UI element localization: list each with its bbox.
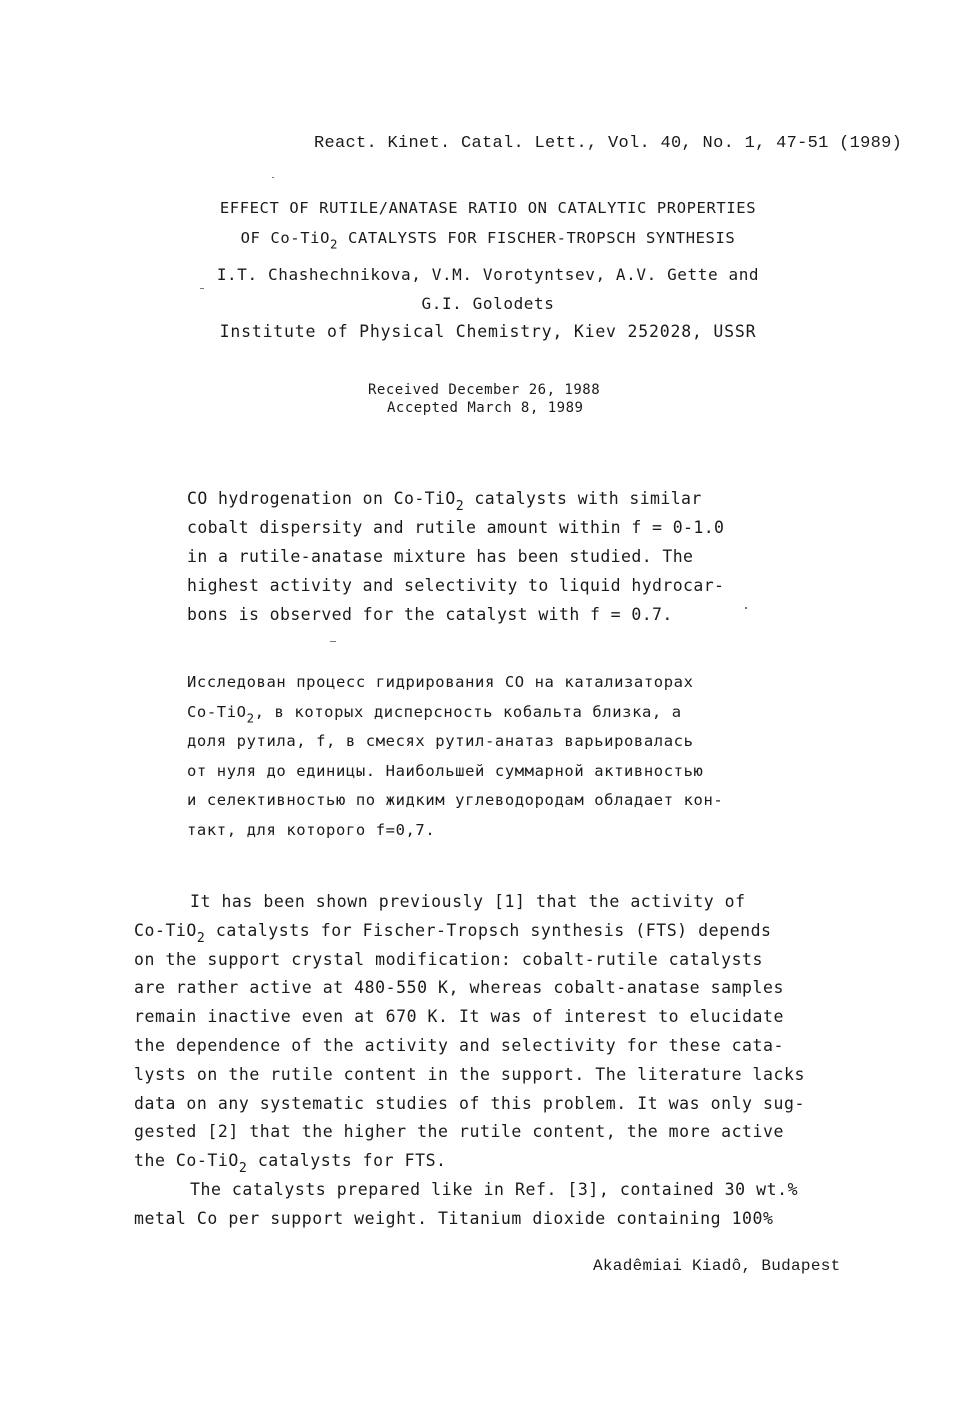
- abstract-en-line: highest activity and selectivity to liquid hydrocar-: [187, 576, 725, 595]
- abstract-en-line: in a rutile-anatase mixture has been studied. The: [187, 547, 694, 566]
- abstract-ru-line: такт, для которого f=0,7.: [187, 820, 436, 839]
- scan-speck: [745, 607, 747, 609]
- scan-speck: [200, 288, 204, 289]
- body-line: gested [2] that the higher the rutile content, the more active: [134, 1122, 784, 1142]
- body-line: the Co-TiO$_2$ catalysts for FTS.: [134, 1151, 447, 1177]
- abstract-ru-line: Исследован процесс гидрирования СО на катализаторах: [187, 673, 694, 691]
- body-line: The catalysts prepared like in Ref. [3], contained 30 wt.%: [190, 1179, 799, 1199]
- journal-reference: React. Kinet. Catal. Lett., Vol. 40, No. 1, 47-51 (1989): [314, 134, 903, 153]
- scan-speck: [330, 641, 336, 642]
- body-text: [134, 888, 874, 1234]
- body-line: on the support crystal modification: cobalt-rutile catalysts: [134, 949, 764, 969]
- body-line: It has been shown previously [1] that the activity of: [190, 892, 746, 911]
- abstract-en-line: cobalt dispersity and rutile amount within f = 0-1.0: [187, 518, 725, 537]
- body-line: metal Co per support weight. Titanium dioxide containing 100%: [134, 1208, 774, 1228]
- paper-title-line-1: EFFECT OF RUTILE/ANATASE RATIO ON CATALYTIC PROPERTIES: [219, 199, 757, 217]
- body-line: remain inactive even at 670 K. It was of interest to elucidate: [134, 1007, 784, 1027]
- abstract-ru-line: и селективностью по жидким углеводородам обладает кон-: [187, 791, 724, 809]
- abstract-english: [187, 484, 807, 629]
- abstract-ru-line: от нуля до единицы. Наибольшей суммарной активностью: [187, 761, 704, 780]
- abstract-russian: [187, 668, 827, 845]
- accepted-date: Accepted March 8, 1989: [387, 400, 584, 416]
- authors-line-2: G.I. Golodets: [421, 294, 555, 313]
- abstract-ru-line: Co-TiO$_2$, в которых дисперсность кобальта близка, а: [187, 702, 682, 726]
- abstract-ru-line: доля рутила, f, в смесях рутил-анатаз варьировалась: [187, 732, 694, 750]
- abstract-en-line: CO hydrogenation on Co-TiO$_2$ catalysts with similar: [187, 489, 702, 514]
- body-line: lysts on the rutile content in the support. The literature lacks: [134, 1064, 805, 1084]
- body-line: Co-TiO$_2$ catalysts for Fischer-Tropsch synthesis (FTS) depends: [134, 920, 772, 946]
- body-line: data on any systematic studies of this problem. It was only sug-: [134, 1093, 805, 1113]
- received-date: Received December 26, 1988: [368, 382, 601, 398]
- body-line: the dependence of the activity and selectivity for these cata-: [134, 1035, 784, 1055]
- abstract-en-line: bons is observed for the catalyst with f = 0.7.: [187, 605, 673, 624]
- scan-speck: [272, 177, 274, 178]
- authors-line-1: I.T. Chashechnikova, V.M. Vorotyntsev, A.V. Gette and: [216, 265, 760, 284]
- publisher-footer: Akadêmiai Kiadô, Budapest: [593, 1257, 841, 1275]
- paper-title-line-2: OF Co-TiO$_2$ CATALYSTS FOR FISCHER-TROPSCH SYNTHESIS: [240, 229, 736, 252]
- institution: Institute of Physical Chemistry, Kiev 252028, USSR: [219, 322, 757, 341]
- body-line: are rather active at 480-550 K, whereas cobalt-anatase samples: [134, 978, 784, 998]
